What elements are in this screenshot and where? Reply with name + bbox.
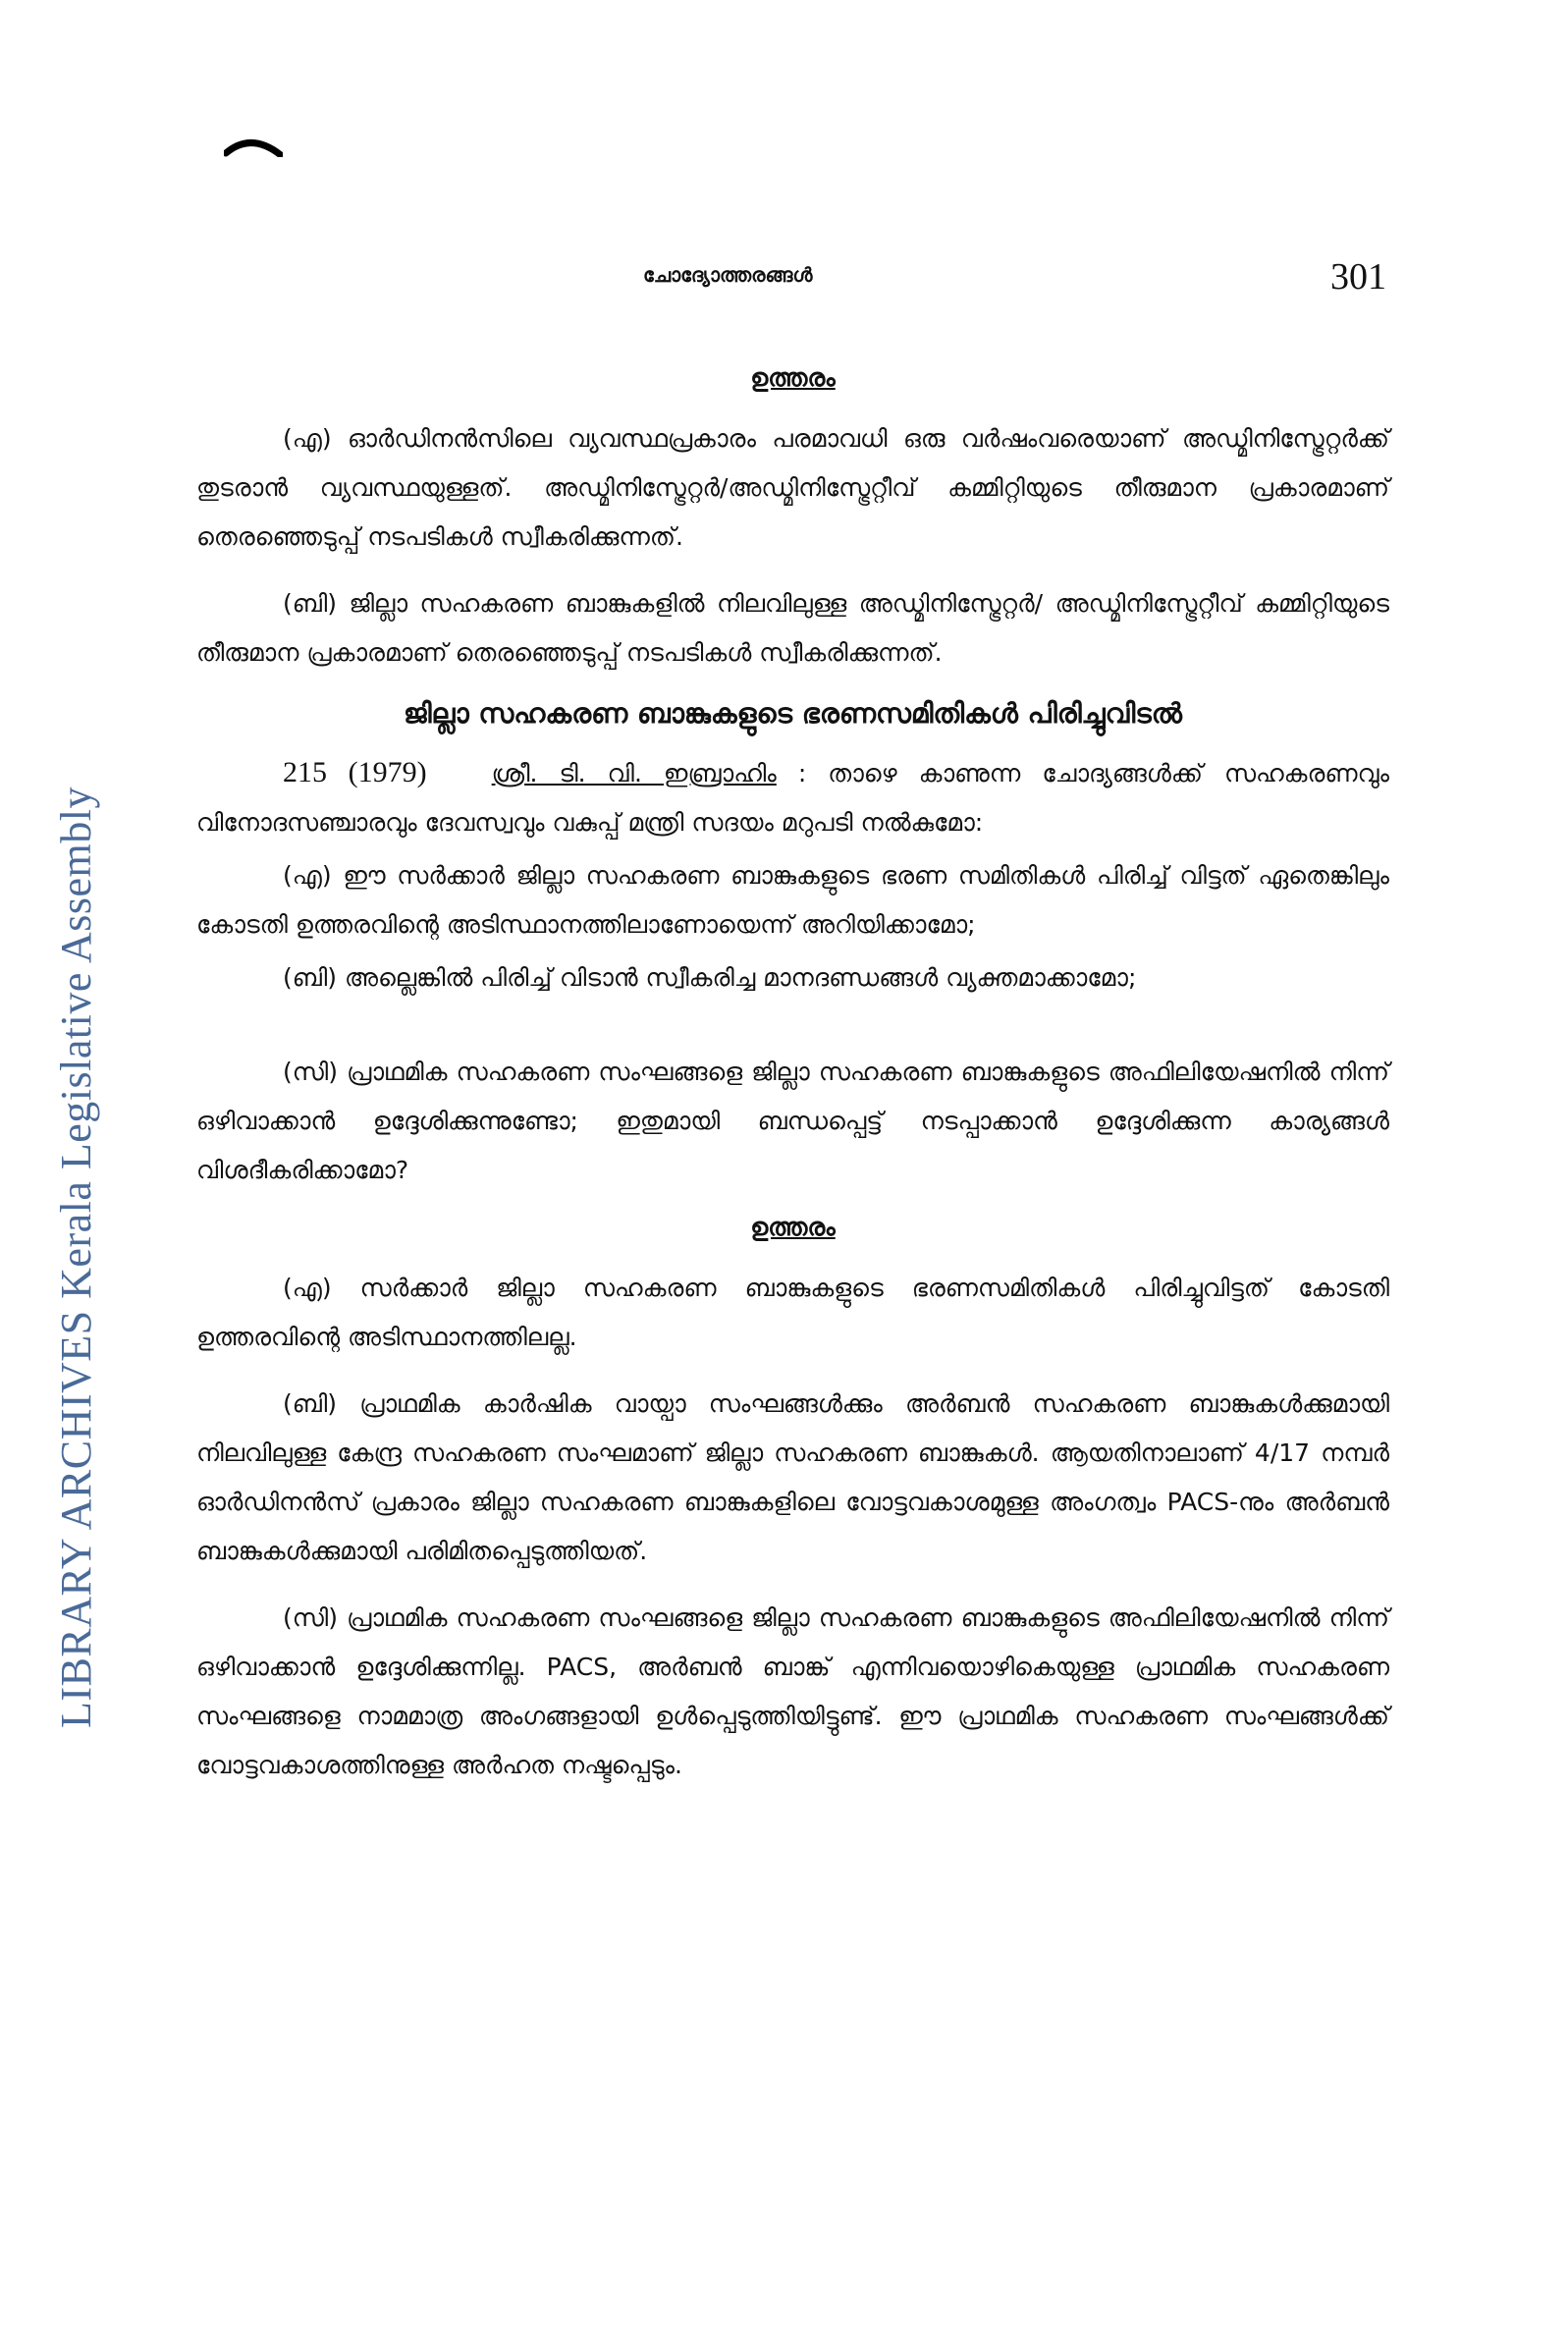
scan-artifact-mark (224, 136, 283, 157)
question-intro-text: : താഴെ കാണുന്ന ചോദ്യങ്ങൾക്ക് സഹകരണവും വിനോദസഞ്ചാരവും ദേവസ്വവും വകുപ്പ് മന്ത്രി സദയം മറുപടി നൽകുമോ: (196, 759, 1389, 837)
question-part-b: (ബി) അല്ലെങ്കിൽ പിരിച്ച് വിടാൻ സ്വീകരിച്ച മാനദണ്ഡങ്ങൾ വ്യക്തമാക്കാമോ; (283, 963, 1137, 992)
page-number: 301 (1330, 256, 1386, 298)
page-content (196, 363, 1389, 1808)
answer-part-b: (ബി) ജില്ലാ സഹകരണ ബാങ്കുകളിൽ നിലവിലുള്ള അഡ്മിനിസ്ട്രേറ്റർ/ അഡ്മിനിസ്ട്രേറ്റീവ് കമ്മിറ്റിയുടെ തീരുമാന പ്രകാരമാണ് തെരഞ്ഞെടുപ്പ് നടപടികൾ സ്വീകരിക്കുന്നത്. (196, 589, 1389, 667)
question-part-c: (സി) പ്രാഥമിക സഹകരണ സംഘങ്ങളെ ജില്ലാ സഹകരണ ബാങ്കുകളുടെ അഫിലിയേഷനിൽ നിന്ന് ഒഴിവാക്കാൻ ഉദ്ദേശിക്കുന്നുണ്ടോ; ഇതുമായി ബന്ധപ്പെട്ട് നടപ്പാക്കാൻ ഉദ്ദേശിക്കുന്ന കാര്യങ്ങൾ വിശദീകരിക്കാമോ? (196, 1058, 1389, 1184)
question-number: 215 (1979) (283, 756, 427, 788)
archive-watermark: LIBRARY ARCHIVES Kerala Legislative Assembly (52, 787, 100, 1728)
answer-part-a: (എ) സർക്കാർ ജില്ലാ സഹകരണ ബാങ്കുകളുടെ ഭരണസമിതികൾ പിരിച്ചുവിട്ടത് കോടതി ഉത്തരവിന്റെ അടിസ്ഥാനത്തിലല്ല. (196, 1274, 1389, 1351)
answer-part-b: (ബി) പ്രാഥമിക കാർഷിക വായ്പാ സംഘങ്ങൾക്കും അർബൻ സഹകരണ ബാങ്കുകൾക്കുമായി നിലവിലുള്ള കേന്ദ്ര സഹകരണ സംഘമാണ് ജില്ലാ സഹകരണ ബാങ്കുകൾ. ആയതിനാലാണ് 4/17 നമ്പർ ഓർഡിനൻസ് പ്രകാരം ജില്ലാ സഹകരണ ബാങ്കുകളിലെ വോട്ടവകാശമുള്ള അംഗത്വം PACS-നും അർബൻ ബാങ്കുകൾക്കുമായി പരിമിതപ്പെടുത്തിയത്. (196, 1389, 1389, 1565)
running-title: ചോദ്യോത്തരങ്ങൾ (643, 263, 813, 287)
member-name: ശ്രീ. ടി. വി. ഇബ്രാഹിം (491, 759, 777, 787)
answer-part-a: (എ) ഓർഡിനൻസിലെ വ്യവസ്ഥപ്രകാരം പരമാവധി ഒരു വർഷംവരെയാണ് അഡ്മിനിസ്ട്രേറ്റർക്ക് തുടരാൻ വ്യവസ്ഥയുള്ളത്. അഡ്മിനിസ്ട്രേറ്റർ/അഡ്മിനിസ്ട്രേറ്റീവ് കമ്മിറ്റിയുടെ തീരുമാന പ്രകാരമാണ് തെരഞ്ഞെടുപ്പ് നടപടികൾ സ്വീകരിക്കുന്നത്. (196, 424, 1389, 551)
question-intro (196, 748, 1389, 847)
answer-part-c: (സി) പ്രാഥമിക സഹകരണ സംഘങ്ങളെ ജില്ലാ സഹകരണ ബാങ്കുകളുടെ അഫിലിയേഷനിൽ നിന്ന് ഒഴിവാക്കാൻ ഉദ്ദേശിക്കുന്നില്ല. PACS, അർബൻ ബാങ്ക് എന്നിവയൊഴികെയുള്ള പ്രാഥമിക സഹകരണ സംഘങ്ങളെ നാമമാത്ര അംഗങ്ങളായി ഉൾപ്പെടുത്തിയിട്ടുണ്ട്. ഈ പ്രാഥമിക സഹകരണ സംഘങ്ങൾക്ക് വോട്ടവകാശത്തിനുള്ള അർഹത നഷ്ടപ്പെടും. (196, 1603, 1389, 1779)
answer-heading: ഉത്തരം (750, 363, 836, 392)
answer-heading: ഉത്തരം (750, 1213, 836, 1241)
question-title: ജില്ലാ സഹകരണ ബാങ്കുകളുടെ ഭരണസമിതികൾ പിരിച്ചുവിടൽ (404, 697, 1182, 730)
question-part-a: (എ) ഈ സർക്കാർ ജില്ലാ സഹകരണ ബാങ്കുകളുടെ ഭരണ സമിതികൾ പിരിച്ച് വിട്ടത് ഏതെങ്കിലും കോടതി ഉത്തരവിന്റെ അടിസ്ഥാനത്തിലാണോയെന്ന് അറിയിക്കാമോ; (196, 861, 1389, 939)
